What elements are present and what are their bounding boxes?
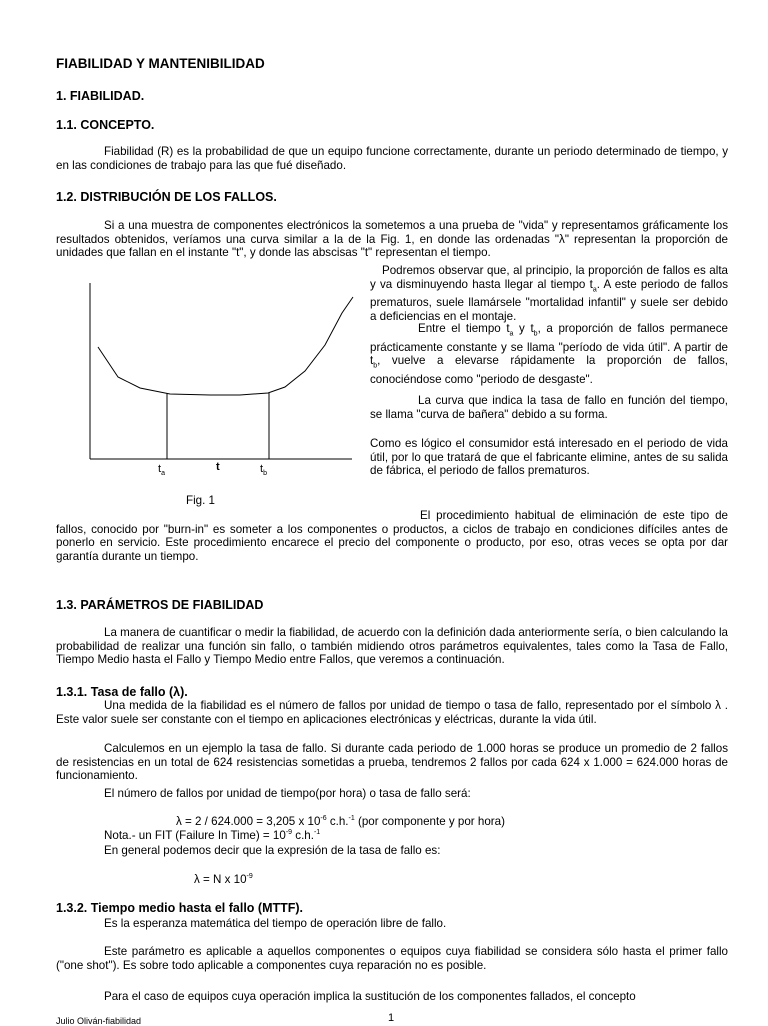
section-heading-1-1: 1.1. CONCEPTO. [56, 118, 155, 132]
paragraph-tasa-2: Calculemos en un ejemplo la tasa de fallo. Si durante cada periodo de 1.000 horas se produce un promedio de 2 fallos de resistencias en un total de 624 resistencias sometidas a prueba, tendremos 2 fallos por cada 624 x 1.000 = 624.000 horas de funcionamiento. [56, 742, 728, 782]
paragraph-tasa-3: El número de fallos por unidad de tiempo(por hora) o tasa de fallo será: [104, 787, 471, 800]
formula-lambda: λ = 2 / 624.000 = 3,205 x $10^{-6}$ c.h.$^{-1}$ (por componente y por hora) [176, 815, 505, 828]
paragraph-burn-in: El procedimiento habitual de eliminación de este tipo de fallos, conocido por "burn-in" es someter a los componentes o productos, a ciclos de trabajo en condiciones difíciles antes de ponerlo en servicio. Este procedimiento encarece el precio del componente o producto, por eso, otras veces se opta por dar garantía durante un tiempo. [56, 509, 728, 563]
paragraph-side-2: Entre el tiempo $t_a$ y $t_b$, a proporción de fallos permanece prácticamente constante y se llama "período de vida útil". A partir de $t_b$, vuelve a elevarse rápidamente la proporción de fallos, conociéndose como "periodo de desgaste". [370, 322, 728, 387]
footer-page-number: 1 [388, 1012, 395, 1024]
ta-label: $t_a$ [158, 463, 165, 477]
section-heading-1-2: 1.2. DISTRIBUCIÓN DE LOS FALLOS. [56, 190, 277, 204]
formula-fit-note: Nota.- un FIT (Failure In Time) = $10^{-9}$ c.h.$^{-1}$ [104, 829, 321, 842]
footer-author: Julio Oliván-fiabilidad [56, 1016, 142, 1026]
paragraph-mttf-1: Es la esperanza matemática del tiempo de operación libre de fallo. [104, 917, 447, 930]
formula-general: λ = N x $10^{-9}$ [194, 873, 253, 886]
paragraph-mttf-3: Para el caso de equipos cuya operación implica la sustitución de los componentes fallados, el concepto [104, 990, 636, 1003]
section-heading-1-3-2: 1.3.2. Tiempo medio hasta el fallo (MTTF). [56, 901, 304, 915]
paragraph-concepto: Fiabilidad (R) es la probabilidad de que un equipo funcione correctamente, durante un periodo determinado de tiempo, y en las condiciones de trabajo para las que fué diseñado. [56, 145, 728, 172]
paragraph-tasa-1: Una medida de la fiabilidad es el número de fallos por unidad de tiempo o tasa de fallo, representado por el símbolo λ . Este valor suele ser constante con el tiempo en aplicaciones electrónicas y eléctricas, durante la vida útil. [56, 699, 728, 726]
paragraph-side-3: La curva que indica la tasa de fallo en función del tiempo, se llama "curva de bañera" debido a su forma. [370, 394, 728, 421]
paragraph-tasa-4: En general podemos decir que la expresión de la tasa de fallo es: [104, 844, 441, 857]
t-axis-label: t [216, 461, 220, 473]
doc-title: FIABILIDAD Y MANTENIBILIDAD [56, 56, 265, 71]
paragraph-distribucion-1: Si a una muestra de componentes electrónicos la sometemos a una prueba de "vida" y representamos gráficamente los resultados obtenidos, veríamos una curva similar a la de la Fig. 1, en donde las ordenadas "λ" representan la proporción de unidades que fallan en el instante "t", y donde las abscisas "t" representan el tiempo. [56, 219, 728, 259]
figure-caption: Fig. 1 [186, 494, 215, 507]
tb-label: $t_b$ [260, 463, 267, 477]
paragraph-mttf-2: Este parámetro es aplicable a aquellos componentes o equipos cuya fiabilidad se considera sólo hasta el primer fallo ("one shot"). Es sobre todo aplicable a componentes cuya reparación no es posible. [56, 945, 728, 972]
section-heading-1: 1. FIABILIDAD. [56, 89, 145, 103]
paragraph-side-1: Podremos observar que, al principio, la proporción de fallos es alta y va disminuyendo hasta llegar al tiempo $t_a$. A este periodo de fallos prematuros, suele llamársele "mortalidad infantil" y suele ser debido a deficiencias en el montaje. [370, 264, 728, 323]
paragraph-side-4: Como es lógico el consumidor está interesado en el periodo de vida útil, por lo que tratará de que el fabricante elimine, antes de su salida de fábrica, el periodo de fallos prematuros. [370, 437, 728, 477]
bathtub-curve-figure [80, 275, 365, 490]
failure-rate-curve [98, 297, 353, 395]
section-heading-1-3-1: 1.3.1. Tasa de fallo (λ). [56, 685, 188, 699]
section-heading-1-3: 1.3. PARÁMETROS DE FIABILIDAD [56, 598, 264, 612]
paragraph-parametros: La manera de cuantificar o medir la fiabilidad, de acuerdo con la definición dada anteriormente sería, o bien calculando la probabilidad de realizar una función sin fallo, o también midiendo otros parámetros equivalentes, tales como la Tasa de Fallo, Tiempo Medio hasta el Fallo y Tiempo Medio entre Fallos, que veremos a continuación. [56, 626, 728, 666]
